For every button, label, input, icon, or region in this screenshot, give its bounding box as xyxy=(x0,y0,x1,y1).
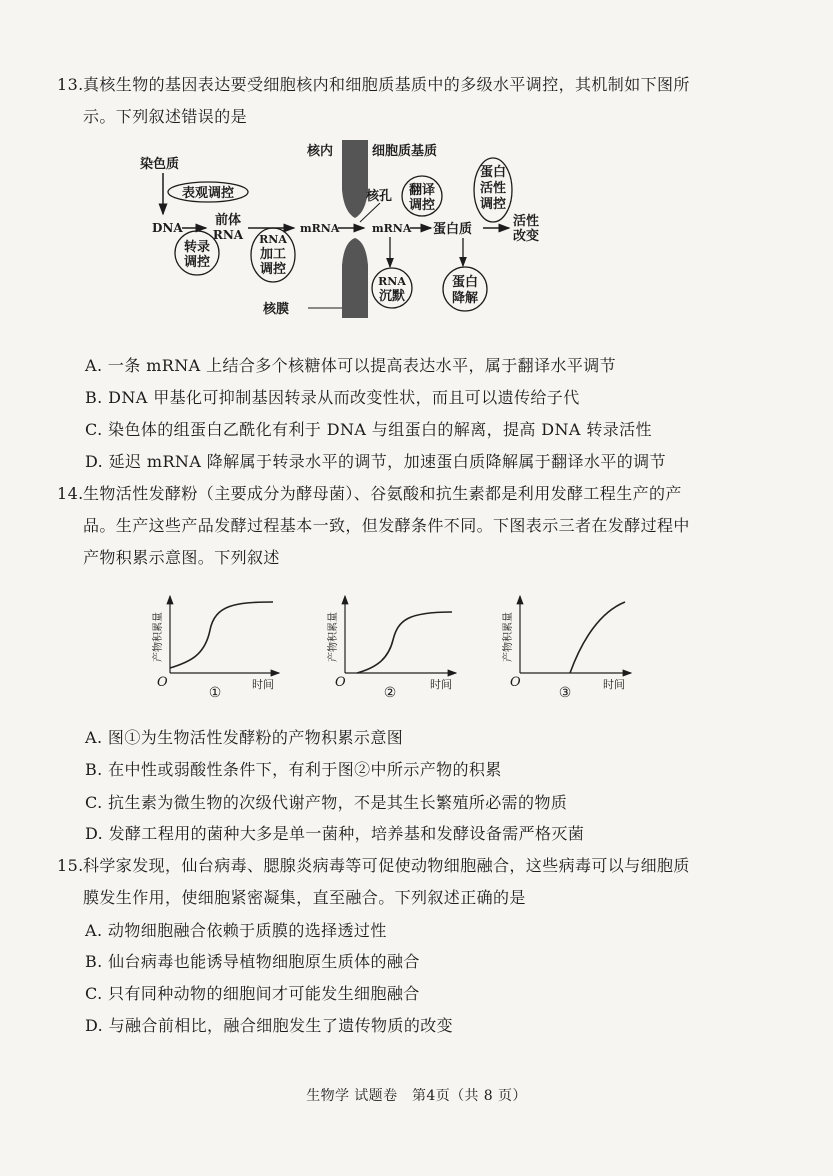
label-change: 改变 xyxy=(513,229,540,244)
label-activity: 蛋白 xyxy=(479,165,507,180)
q14-option-a: A. 图①为生物活性发酵粉的产物积累示意图 xyxy=(85,728,404,747)
x-axis-label: 时间 xyxy=(252,678,274,691)
label-mrna: mRNA xyxy=(372,222,412,235)
q13-option-c: C. 染色体的组蛋白乙酰化有利于 DNA 与组蛋白的解离，提高 DNA 转录活性 xyxy=(85,420,652,439)
origin-label: O xyxy=(510,675,521,690)
label-translation: 调控 xyxy=(408,198,436,213)
curve xyxy=(170,602,273,668)
question-number: 13. xyxy=(57,75,84,94)
curve xyxy=(570,602,625,673)
label-epigenetic: 表观调控 xyxy=(181,186,235,201)
label-processing: 加工 xyxy=(259,247,287,262)
label-rna: RNA xyxy=(212,228,244,242)
q14-stem-line3: 产物积累示意图。下列叙述 xyxy=(83,548,280,567)
q15-option-a: A. 动物细胞融合依赖于质膜的选择透过性 xyxy=(85,921,387,940)
q13-option-b: B. DNA 甲基化可抑制基因转录从而改变性状，而且可以遗传给子代 xyxy=(85,388,580,407)
q14-option-d: D. 发酵工程用的菌种大多是单一菌种，培养基和发酵设备需严格灭菌 xyxy=(85,824,585,843)
label-change: 活性 xyxy=(513,214,540,229)
label-dna: DNA xyxy=(152,221,183,235)
nuclear-membrane-top xyxy=(342,140,368,218)
question-number: 14. xyxy=(57,484,84,503)
stem-text: 真核生物的基因表达要受细胞核内和细胞质基质中的多级水平调控，其机制如下图所 xyxy=(83,75,690,94)
y-axis-label: 产物积累量 xyxy=(328,612,339,662)
origin-label: O xyxy=(157,675,168,690)
gene-expression-diagram xyxy=(140,140,539,318)
label-activity: 调控 xyxy=(479,197,507,212)
label-pore: 核孔 xyxy=(366,189,393,204)
q14-option-b: B. 在中性或弱酸性条件下，有利于图②中所示产物的积累 xyxy=(85,760,502,779)
label-silencing: 沉默 xyxy=(378,289,406,304)
graph-3 xyxy=(501,596,631,701)
label-processing: RNA xyxy=(259,233,287,246)
label-translation: 翻译 xyxy=(408,183,436,198)
q14-option-c: C. 抗生素为微生物的次级代谢产物，不是其生长繁殖所必需的物质 xyxy=(85,793,568,812)
q13-stem-line2: 示。下列叙述错误的是 xyxy=(83,107,248,126)
q13-option-d: D. 延迟 mRNA 降解属于转录水平的调节，加速蛋白质降解属于翻译水平的调节 xyxy=(85,452,666,471)
q13-option-a: A. 一条 mRNA 上结合多个核糖体可以提高表达水平，属于翻译水平调节 xyxy=(85,356,617,375)
label-cytoplasm: 细胞质基质 xyxy=(372,144,438,159)
q14-stem-line1 xyxy=(57,484,682,504)
figure-label: ① xyxy=(208,685,222,701)
stem-text: 科学家发现，仙台病毒、腮腺炎病毒等可促使动物细胞融合，这些病毒可以与细胞质 xyxy=(83,856,690,875)
q15-option-c: C. 只有同种动物的细胞间才可能发生细胞融合 xyxy=(85,984,420,1003)
curve xyxy=(357,612,452,673)
x-axis-label: 时间 xyxy=(603,678,625,691)
nuclear-membrane-bottom xyxy=(342,238,368,318)
q15-option-d: D. 与融合前相比，融合细胞发生了遗传物质的改变 xyxy=(85,1016,454,1035)
label-nucleus: 核内 xyxy=(307,144,334,159)
q15-stem-line2: 膜发生作用，使细胞紧密凝集，直至融合。下列叙述正确的是 xyxy=(83,888,526,907)
label-membrane: 核膜 xyxy=(263,302,290,317)
label-activity: 活性 xyxy=(479,181,507,196)
stem-text: 生物活性发酵粉（主要成分为酵母菌）、谷氨酸和抗生素都是利用发酵工程生产的产 xyxy=(83,484,682,503)
label-transcription: 转录 xyxy=(183,240,211,255)
q15-stem-line1 xyxy=(57,856,690,876)
figure-label: ③ xyxy=(558,685,572,701)
label-degradation: 蛋白 xyxy=(451,275,479,290)
x-axis-label: 时间 xyxy=(430,678,452,691)
y-axis-label: 产物积累量 xyxy=(503,612,514,662)
label-silencing: RNA xyxy=(378,275,406,288)
label-pre: 前体 xyxy=(214,213,242,228)
figure-label: ② xyxy=(383,685,397,701)
label-chromatin: 染色质 xyxy=(140,157,180,172)
graph-2 xyxy=(326,596,456,701)
label-degradation: 降解 xyxy=(451,291,479,306)
y-axis-label: 产物积累量 xyxy=(153,612,164,662)
page-footer: 生物学 试题卷 第4页（共 8 页） xyxy=(306,1088,527,1104)
q15-option-b: B. 仙台病毒也能诱导植物细胞原生质体的融合 xyxy=(85,952,420,971)
graph-1 xyxy=(151,596,279,701)
label-protein: 蛋白质 xyxy=(433,222,473,237)
label-processing: 调控 xyxy=(259,262,287,277)
origin-label: O xyxy=(335,675,346,690)
label-mrna: mRNA xyxy=(300,222,340,235)
label-transcription: 调控 xyxy=(183,255,211,270)
q14-stem-line2: 品。生产这些产品发酵过程基本一致，但发酵条件不同。下图表示三者在发酵过程中 xyxy=(83,516,690,535)
question-number: 15. xyxy=(57,856,84,875)
